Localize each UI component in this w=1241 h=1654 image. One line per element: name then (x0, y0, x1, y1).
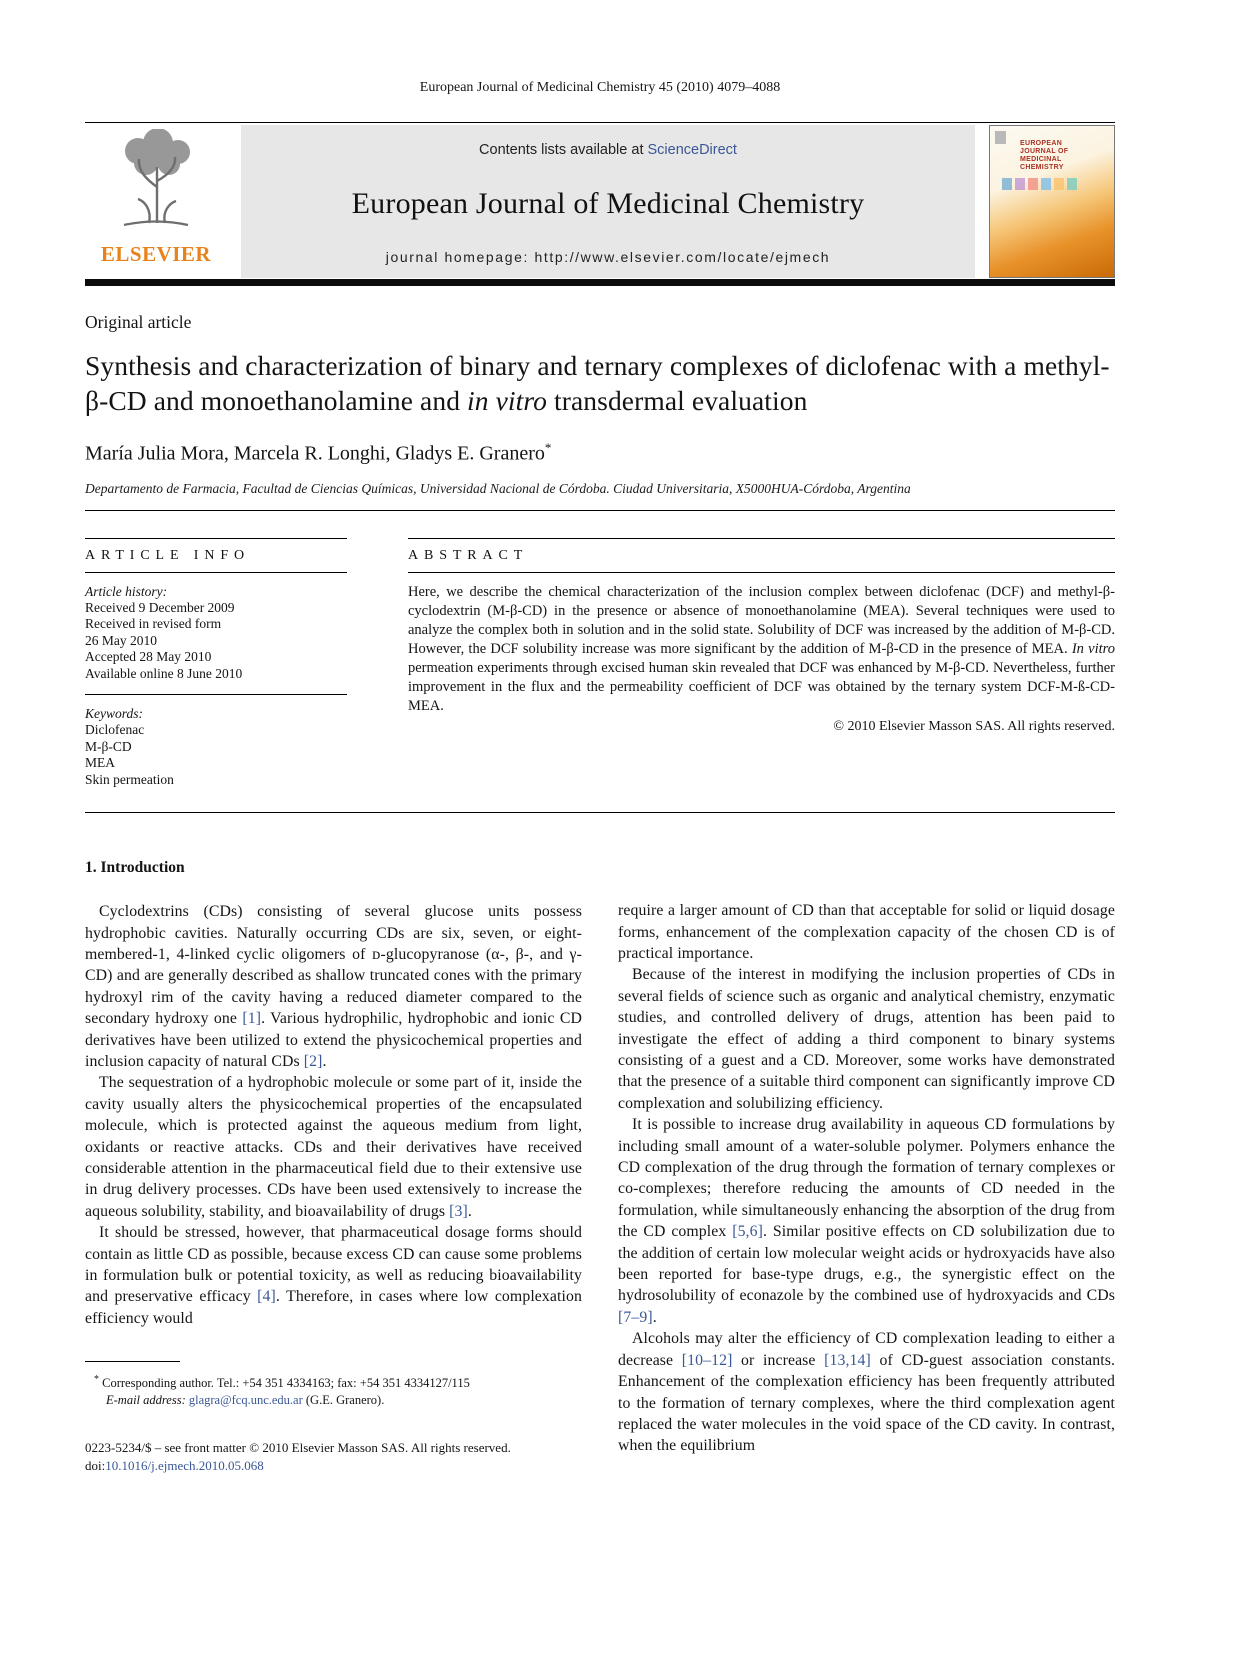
history-item: Received 9 December 2009 (85, 599, 235, 615)
history-item: 26 May 2010 (85, 632, 157, 648)
article-info-heading: ARTICLE INFO (85, 547, 250, 563)
history-item: Accepted 28 May 2010 (85, 649, 212, 665)
text-segment: . (652, 1308, 657, 1326)
abstract-bottom-rule (85, 812, 1115, 813)
column-gutter (582, 859, 618, 1475)
journal-header (85, 122, 1115, 277)
footnote-corresponding-author (85, 1361, 582, 1409)
text-segment: . (467, 1202, 472, 1220)
citation-ref[interactable]: [3] (449, 1202, 468, 1220)
history-item: Received in revised form (85, 616, 222, 632)
article-title (85, 348, 1115, 418)
keyword: Skin permeation (85, 771, 174, 787)
contents-line (479, 142, 737, 158)
citation-ref[interactable]: [4] (257, 1288, 276, 1306)
cover-title: EUROPEAN JOURNAL OF MEDICINAL CHEMISTRY (1020, 140, 1069, 171)
paragraph (618, 1114, 1115, 1328)
text-segment: of CD-guest association constants. Enhancement of the complexation efficiency has been frequently attributed to the formation of ternary complexes, where the third complexation agent replaced the water molecules in the void space of the CD cavity. In contrast, when the equilibrium (618, 1351, 1115, 1455)
text-segment: permeation experiments through excised human skin revealed that DCF was enhanced by M-β-CD. Nevertheless, further improvement in the flux and the permeability coefficient of DCF was obtained by the ternary system DCF-M-ß-CD-MEA. (408, 659, 1115, 714)
text-segment: It should be stressed, however, that pharmaceutical dosage forms should contain as little CD as possible, because excess CD can cause some problems in formulation bulk or potential toxicity, as well as reducing bioavailability and preservative efficacy (85, 1224, 582, 1306)
text-segment: Cyclodextrins (CDs) consisting of several glucose units possess hydrophobic cavities. Naturally occurring CDs are six, seven, or eight-membered-1, 4-linked cyclic oligomers of ᴅ-glucopyranose (α-, β-, and γ-CD) and are generally described as shallow truncated cones with the primary hydroxyl rim of the cavity having a reduced diameter compared to the secondary hydroxy one (85, 903, 582, 1028)
paragraph (85, 901, 582, 1072)
article-info-sub-rule (85, 572, 347, 573)
email-line (106, 1392, 582, 1409)
citation-ref[interactable]: [5,6] (732, 1223, 763, 1241)
title-text: Synthesis and characterization of binary and ternary complexes of diclofenac with a methyl-β-CD and monoethanolamine and (85, 350, 1110, 416)
issn-line: 0223-5234/$ – see front matter © 2010 Elsevier Masson SAS. All rights reserved. (85, 1440, 511, 1456)
abstract-column (408, 538, 1115, 789)
copyright-line: © 2010 Elsevier Masson SAS. All rights reserved. (833, 718, 1115, 734)
corresponding-author-mark[interactable]: * (544, 440, 552, 455)
affiliation: Departamento de Farmacia, Facultad de Ciencias Químicas, Universidad Nacional de Córdoba. Ciudad Universitaria, X5000HUA-Córdoba, Argentina (85, 480, 911, 496)
title-text-end: transdermal evaluation (547, 385, 808, 416)
cover-logo-icon (995, 131, 1006, 144)
article-type: Original article (85, 312, 192, 332)
paragraph (85, 1072, 582, 1222)
corresponding-author-text: Corresponding author. Tel.: +54 351 4334163; fax: +54 351 4334127/115 (102, 1376, 470, 1391)
publisher-footer (85, 1439, 582, 1475)
history-item: Available online 8 June 2010 (85, 665, 243, 681)
citation-ref[interactable]: [1] (242, 1010, 262, 1028)
text-segment: . Similar positive effects on CD solubilization due to the addition of certain low molecular weight acids or hydroxyacids have also been reported for base-type drugs, e.g., the synergistic effect on the hydrosolubility of econazole by the combined use of hydroxyacids and CDs (618, 1223, 1115, 1305)
cover-thumbnails-strip (1002, 178, 1077, 190)
title-block-divider (85, 510, 1115, 511)
abstract-heading: ABSTRACT (408, 547, 529, 563)
authors-line (85, 440, 1115, 466)
author-names: María Julia Mora, Marcela R. Longhi, Gladys E. Granero (85, 442, 545, 465)
journal-banner (241, 125, 975, 278)
text-segment: Here, we describe the chemical characterization of the inclusion complex between diclofenac (DCF) and methyl-β-cyclodextrin (M-β-CD) in the presence or absence of monoethanolamine (MEA). Several techniques were used to analyze the complex both in solution and in the solid state. Solubility of DCF was increased by the addition of M-β-CD. However, the DCF solubility increase was more significant by the addition of M-β-CD in the presence of MEA. (408, 583, 1115, 657)
text-segment: The sequestration of a hydrophobic molecule or some part of it, inside the cavity usually alters the physicochemical properties of the encapsulated molecule, which is protected against the aqueous medium from light, oxidants or reactive attacks. CDs and their derivatives have received considerable attention in the pharmaceutical field due to their extensive use in drug delivery processes. CDs have been used extensively to increase the aqueous solubility, stability, and bioavailability of drugs (85, 1074, 582, 1220)
article-history-label: Article history: (85, 583, 168, 599)
contents-prefix: Contents lists available at (479, 142, 648, 158)
footnote-star: * (94, 1374, 99, 1386)
paragraph (85, 1222, 582, 1329)
text-segment: require a larger amount of CD than that acceptable for solid or liquid dosage forms, enhancement of the complexation capacity of the chosen CD is of practical importance. (618, 902, 1115, 962)
doi-link[interactable]: 10.1016/j.ejmech.2010.05.068 (105, 1458, 264, 1474)
info-abstract-section (85, 538, 1115, 789)
email-label: E-mail address: (106, 1393, 186, 1408)
email-suffix: (G.E. Granero). (302, 1393, 385, 1408)
sciencedirect-link[interactable]: ScienceDirect (647, 142, 737, 158)
citation-ref[interactable]: [2] (303, 1053, 323, 1070)
paragraph (618, 900, 1115, 964)
citation-ref[interactable]: [13,14] (824, 1351, 871, 1369)
keyword: M-β-CD (85, 738, 132, 754)
text-segment: . Various hydrophilic, hydrophobic and ionic CD derivatives have been utilized to extend the physicochemical properties and inclusion capacity of natural CDs (85, 1010, 582, 1070)
body-column-right (618, 859, 1115, 1475)
elsevier-tree-icon (104, 129, 208, 240)
journal-title: European Journal of Medicinal Chemistry (351, 186, 865, 220)
homepage-prefix: journal homepage: (385, 249, 535, 265)
text-segment: In vitro (1071, 640, 1115, 657)
keywords-label: Keywords: (85, 706, 143, 722)
abstract-text (408, 583, 1115, 716)
elsevier-logo (85, 125, 227, 277)
text-segment: Because of the interest in modifying the inclusion properties of CDs in several fields of science such as organic and analytical chemistry, enzymatic studies, and controlled delivery of drugs, attention has been paid to investigate the effect of adding a third component to binary systems consisting of a guest and a CD. Moreover, some works have demonstrated that the presence of a suitable third component can significantly improve CD complexation and solubilizing efficiency. (618, 966, 1115, 1112)
journal-citation: European Journal of Medicinal Chemistry 45 (2010) 4079–4088 (419, 80, 781, 95)
doi-label: doi: (85, 1458, 106, 1474)
article-info-column (85, 538, 347, 789)
text-segment: . Therefore, in cases where low complexation efficiency would (85, 1288, 583, 1327)
keyword: MEA (85, 755, 115, 771)
section-heading-introduction: 1. Introduction (85, 859, 185, 877)
doi-line (85, 1457, 582, 1475)
text-segment: It is possible to increase drug availability in aqueous CD formulations by including small amount of a water-soluble polymer. Polymers enhance the CD complexation of the drug through the formation of ternary complexes or co-complexes; therefore reducing the amounts of CD needed in the formulation, while simultaneously enhancing the absorption of the drug from the CD complex (618, 1116, 1115, 1241)
journal-cover-thumbnail (989, 125, 1115, 278)
header-divider (85, 279, 1115, 286)
elsevier-wordmark: ELSEVIER (100, 242, 212, 266)
keyword: Diclofenac (85, 722, 145, 738)
article-body (85, 859, 1115, 1475)
journal-homepage-link[interactable]: http://www.elsevier.com/locate/ejmech (534, 249, 831, 265)
title-italic: in vitro (467, 385, 548, 416)
journal-homepage (386, 249, 830, 265)
citation-ref[interactable]: [10–12] (681, 1351, 733, 1369)
footnote-rule (85, 1361, 180, 1362)
paragraph (618, 1328, 1115, 1456)
body-column-left (85, 859, 582, 1475)
citation-ref[interactable]: [7–9] (618, 1308, 653, 1326)
corresponding-author-note (85, 1371, 582, 1392)
keywords-divider (85, 694, 347, 695)
email-link[interactable]: glagra@fcq.unc.edu.ar (188, 1393, 303, 1408)
text-segment: or increase (732, 1351, 825, 1369)
text-segment: Alcohols may alter the efficiency of CD complexation leading to either a decrease (618, 1330, 1115, 1369)
paragraph (618, 964, 1115, 1114)
text-segment: . (322, 1053, 327, 1070)
abstract-sub-rule (408, 572, 1115, 573)
